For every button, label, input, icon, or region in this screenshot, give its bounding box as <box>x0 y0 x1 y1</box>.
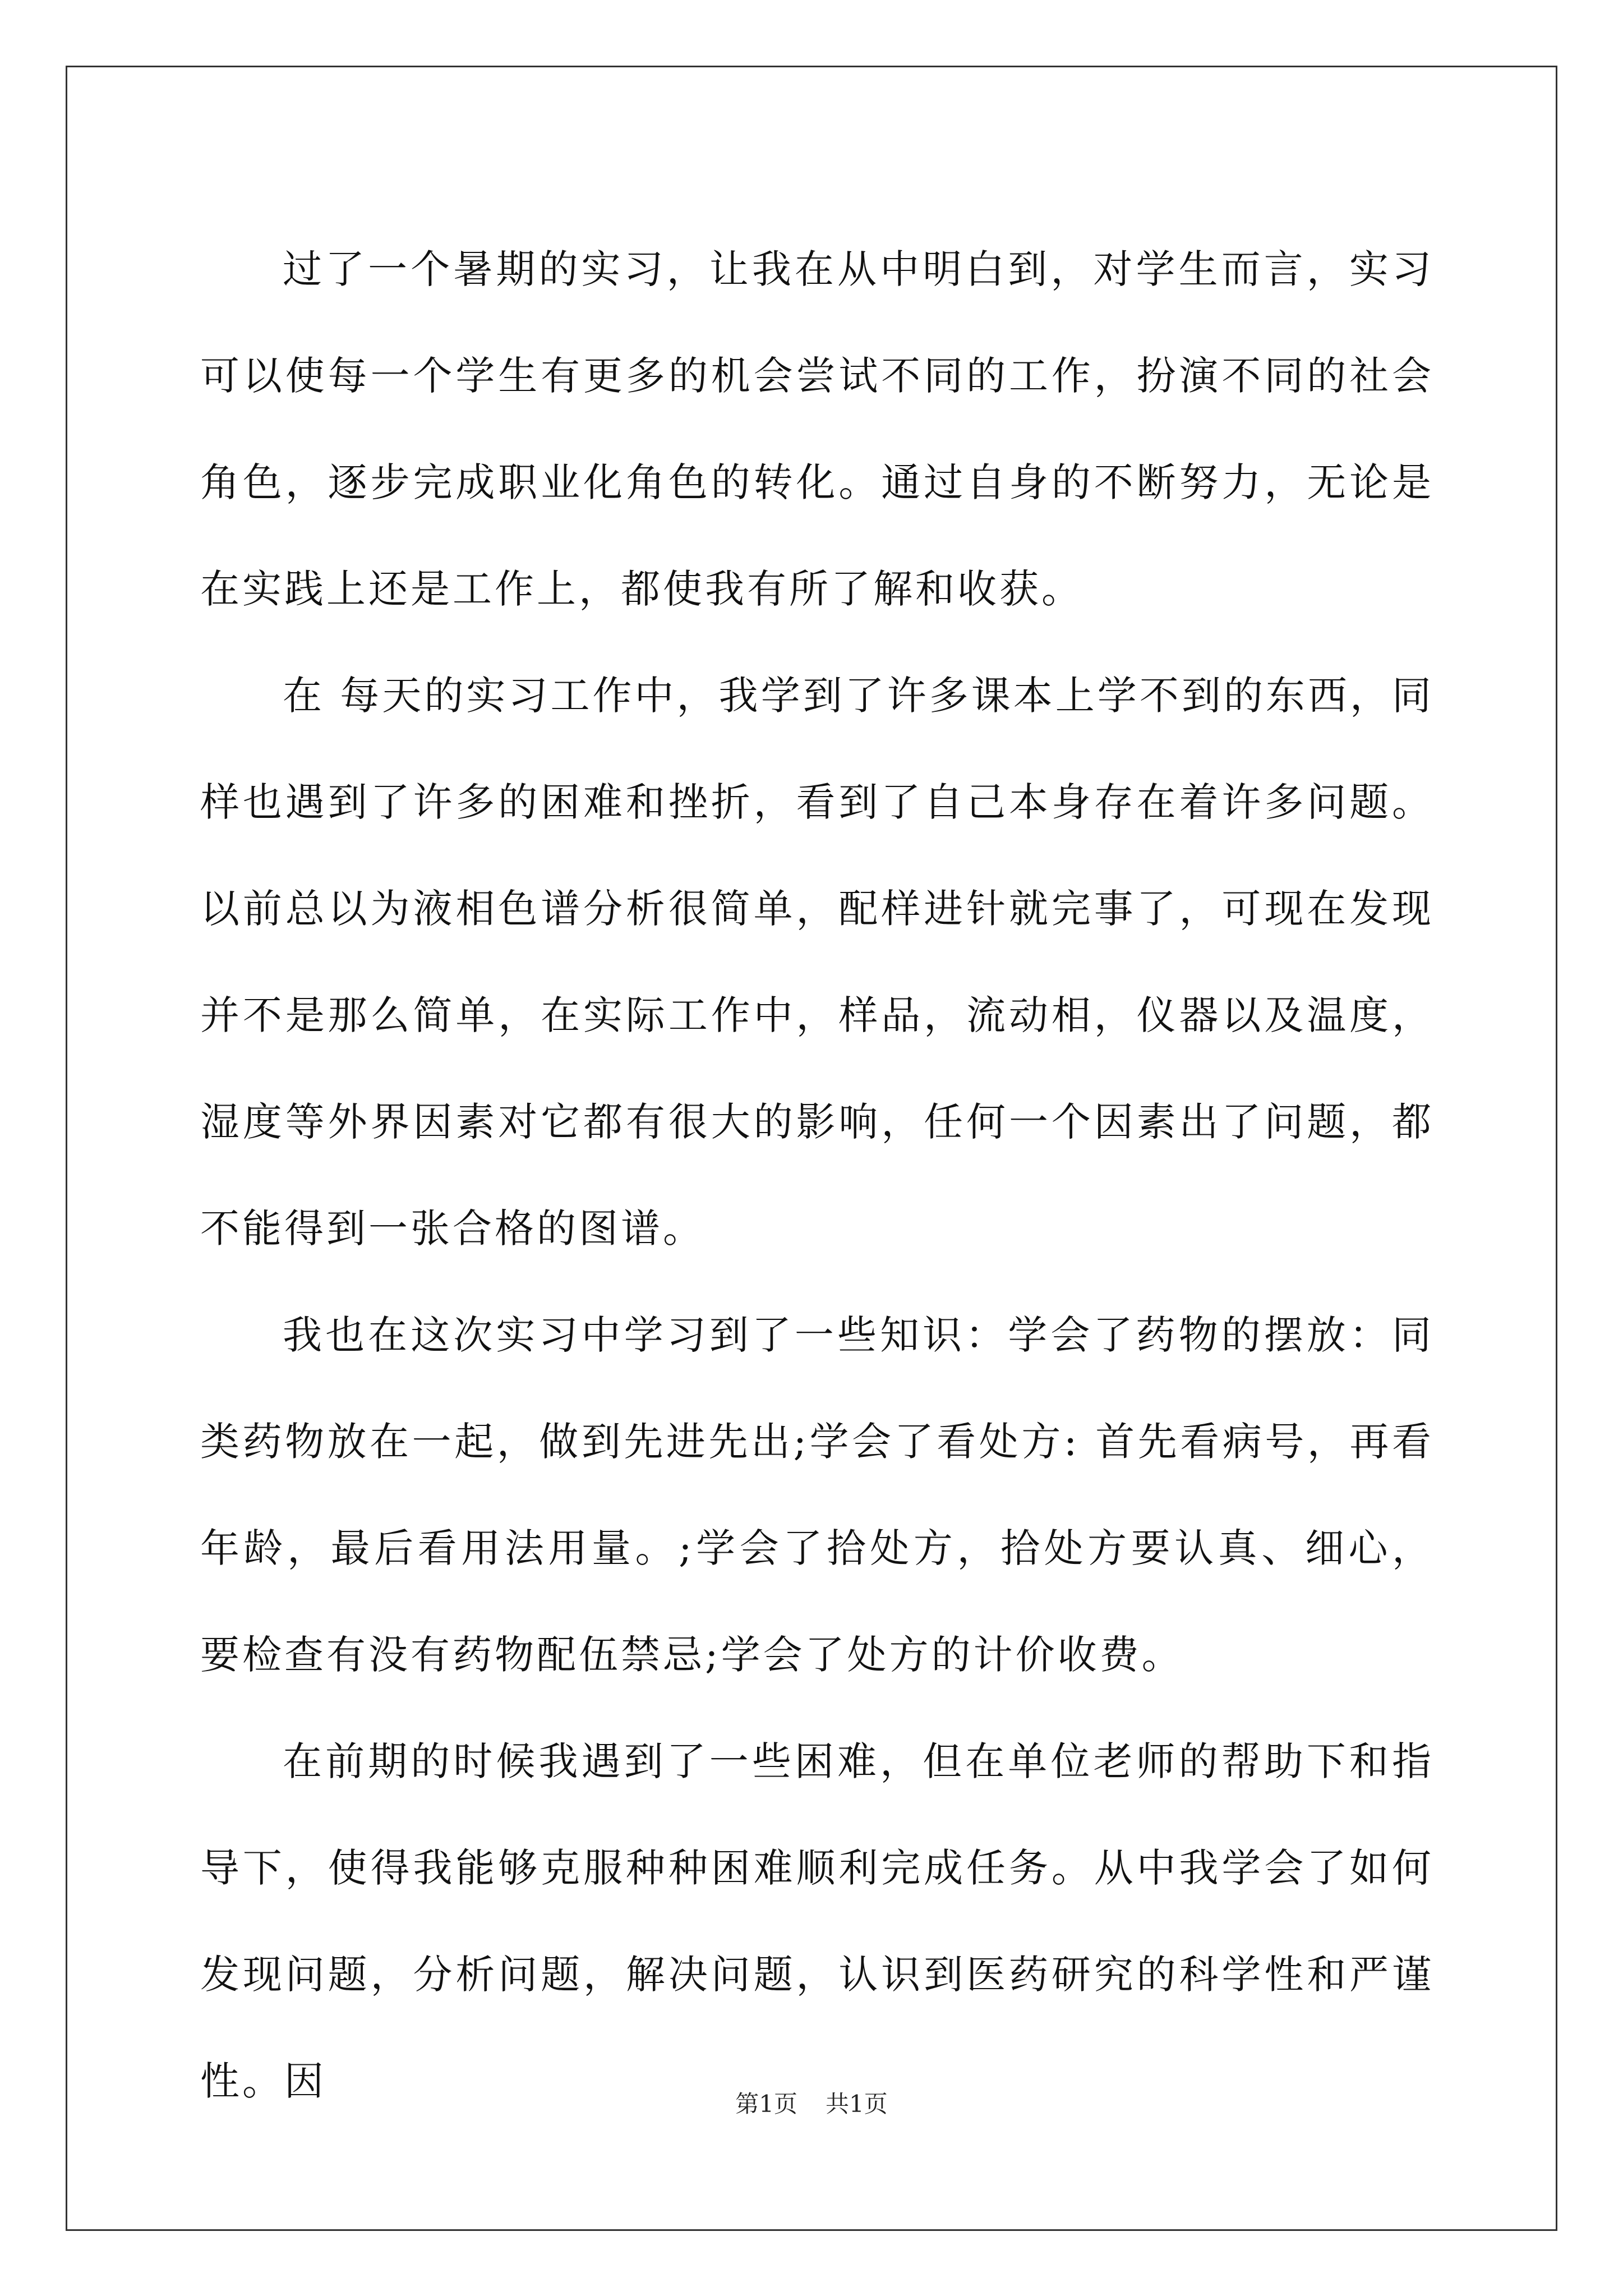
paragraph-2: 在 每天的实习工作中，我学到了许多课本上学不到的东西，同样也遇到了许多的困难和挫折，看到了自己本身存在着许多问题。以前总以为液相色谱分析很简单，配样进针就完事了，可现在发现并不是那么简单，在实际工作中，样品，流动相，仪器以及温度，湿度等外界因素对它都有很大的影响，任何一个因素出了问题，都不能得到一张合格的图谱。 <box>200 673 1434 1251</box>
document-body <box>200 216 1434 2134</box>
page-number-current: 第1页 <box>735 2090 797 2118</box>
paragraph-3: 我也在这次实习中学习到了一些知识：学会了药物的摆放：同类药物放在一起，做到先进先出;学会了看处方: 首先看病号，再看年龄，最后看用法用量。;学会了拾处方，拾处方要认真、细心，要检查有没有药物配伍禁忌;学会了处方的计价收费。 <box>200 1312 1434 1678</box>
page-footer <box>0 2086 1623 2119</box>
page-number-total: 共1页 <box>826 2090 888 2118</box>
paragraph-4: 在前期的时候我遇到了一些困难，但在单位老师的帮助下和指导下，使得我能够克服种种困难顺利完成任务。从中我学会了如何发现问题，分析问题，解决问题，认识到医药研究的科学性和严谨性。因 <box>200 1738 1434 2104</box>
paragraph-1: 过了一个暑期的实习，让我在从中明白到，对学生而言，实习可以使每一个学生有更多的机会尝试不同的工作，扮演不同的社会角色，逐步完成职业化角色的转化。通过自身的不断努力，无论是在实践上还是工作上，都使我有所了解和收获。 <box>200 246 1434 612</box>
